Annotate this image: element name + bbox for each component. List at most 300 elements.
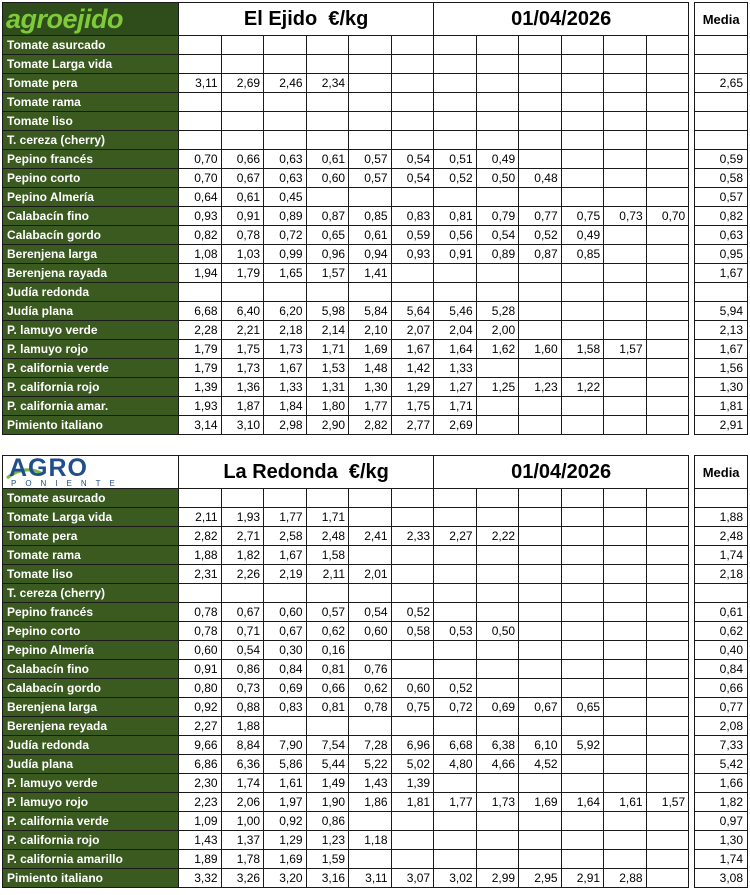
price-cell xyxy=(179,55,222,74)
price-cell xyxy=(646,489,689,508)
price-cell: 1,57 xyxy=(646,793,689,812)
price-cell xyxy=(519,679,562,698)
price-cell xyxy=(646,831,689,850)
price-cell: 2,95 xyxy=(519,869,562,888)
price-cell: 2,91 xyxy=(561,869,604,888)
market-date: 01/04/2026 xyxy=(434,3,689,36)
price-cell: 0,70 xyxy=(646,207,689,226)
product-name: Calabacín gordo xyxy=(3,226,179,245)
price-cell xyxy=(646,321,689,340)
price-cell: 2,31 xyxy=(179,565,222,584)
table-row xyxy=(3,340,748,359)
price-cell: 1,87 xyxy=(221,397,264,416)
price-cell xyxy=(604,622,647,641)
price-cell xyxy=(561,169,604,188)
price-cell: 1,49 xyxy=(306,774,349,793)
price-cell: 2,04 xyxy=(434,321,477,340)
price-cell: 6,40 xyxy=(221,302,264,321)
price-cell xyxy=(646,527,689,546)
product-name: Pepino francés xyxy=(3,603,179,622)
product-name: Tomate liso xyxy=(3,565,179,584)
header-row xyxy=(3,456,748,489)
price-cell xyxy=(391,131,434,150)
price-cell: 0,75 xyxy=(391,698,434,717)
price-cell xyxy=(476,489,519,508)
price-cell xyxy=(519,302,562,321)
price-cell xyxy=(434,188,477,207)
price-cell xyxy=(561,679,604,698)
average-cell: 2,13 xyxy=(695,321,748,340)
price-cell xyxy=(221,489,264,508)
price-cell xyxy=(646,774,689,793)
price-cell: 7,54 xyxy=(306,736,349,755)
price-cell: 1,62 xyxy=(476,340,519,359)
price-cell: 0,49 xyxy=(476,150,519,169)
price-cell xyxy=(561,565,604,584)
price-cell xyxy=(519,188,562,207)
price-cell xyxy=(519,131,562,150)
price-cell: 0,81 xyxy=(306,698,349,717)
price-cell: 0,60 xyxy=(179,641,222,660)
price-cell: 0,73 xyxy=(604,207,647,226)
price-cell: 1,33 xyxy=(434,359,477,378)
price-cell xyxy=(604,679,647,698)
price-cell xyxy=(476,283,519,302)
price-cell xyxy=(561,660,604,679)
table-row xyxy=(3,55,748,74)
product-name: Calabacín fino xyxy=(3,660,179,679)
price-cell xyxy=(646,169,689,188)
price-cell: 2,90 xyxy=(306,416,349,435)
price-cell xyxy=(519,717,562,736)
price-cell xyxy=(604,283,647,302)
price-cell xyxy=(519,546,562,565)
price-cell xyxy=(561,641,604,660)
price-cell xyxy=(179,584,222,603)
price-cell: 2,48 xyxy=(306,527,349,546)
price-cell: 0,67 xyxy=(264,622,307,641)
average-cell: 1,74 xyxy=(695,546,748,565)
price-cell: 0,52 xyxy=(391,603,434,622)
price-cell: 0,50 xyxy=(476,169,519,188)
price-cell: 1,69 xyxy=(264,850,307,869)
table-row xyxy=(3,489,748,508)
price-cell: 0,77 xyxy=(519,207,562,226)
price-cell xyxy=(264,584,307,603)
price-cell xyxy=(264,131,307,150)
average-cell: 2,91 xyxy=(695,416,748,435)
product-name: Berenjena larga xyxy=(3,698,179,717)
price-cell: 5,84 xyxy=(349,302,392,321)
price-cell xyxy=(221,55,264,74)
price-cell xyxy=(476,508,519,527)
price-cell: 2,27 xyxy=(434,527,477,546)
price-cell xyxy=(434,489,477,508)
price-cell xyxy=(476,36,519,55)
agroponiente-logo-agro: AGRO xyxy=(9,455,88,482)
product-name: P. california amarillo xyxy=(3,850,179,869)
price-cell xyxy=(349,584,392,603)
price-cell xyxy=(306,131,349,150)
price-cell xyxy=(306,717,349,736)
price-cell xyxy=(561,755,604,774)
price-cell xyxy=(264,112,307,131)
price-cell: 1,73 xyxy=(264,340,307,359)
price-cell: 0,79 xyxy=(476,207,519,226)
table-row xyxy=(3,508,748,527)
price-cell xyxy=(646,679,689,698)
price-cell: 1,30 xyxy=(349,378,392,397)
price-cell xyxy=(561,812,604,831)
product-name: Tomate rama xyxy=(3,546,179,565)
price-cell: 5,44 xyxy=(306,755,349,774)
price-cell xyxy=(476,112,519,131)
price-cell: 6,38 xyxy=(476,736,519,755)
header-row xyxy=(3,3,748,36)
table-row xyxy=(3,378,748,397)
price-cell xyxy=(561,55,604,74)
price-cell: 1,00 xyxy=(221,812,264,831)
price-cell: 0,60 xyxy=(306,169,349,188)
average-cell: 1,66 xyxy=(695,774,748,793)
price-cell: 0,70 xyxy=(179,150,222,169)
price-cell: 1,79 xyxy=(179,340,222,359)
price-cell: 0,86 xyxy=(306,812,349,831)
price-cell xyxy=(476,131,519,150)
price-cell: 5,22 xyxy=(349,755,392,774)
price-cell xyxy=(306,93,349,112)
price-cell xyxy=(604,226,647,245)
product-name: Pimiento italiano xyxy=(3,416,179,435)
price-cell xyxy=(306,36,349,55)
price-cell xyxy=(221,283,264,302)
price-cell xyxy=(434,546,477,565)
price-cell xyxy=(476,641,519,660)
price-cell: 0,63 xyxy=(264,150,307,169)
price-cell xyxy=(604,359,647,378)
price-cell xyxy=(519,397,562,416)
table-row xyxy=(3,831,748,850)
price-cell: 2,69 xyxy=(434,416,477,435)
price-cell: 2,10 xyxy=(349,321,392,340)
price-cell: 5,46 xyxy=(434,302,477,321)
price-cell: 1,22 xyxy=(561,378,604,397)
product-name: Judía plana xyxy=(3,755,179,774)
product-name: Pepino corto xyxy=(3,622,179,641)
table-row xyxy=(3,169,748,188)
price-cell: 1,08 xyxy=(179,245,222,264)
price-cell: 1,75 xyxy=(221,340,264,359)
price-cell xyxy=(604,660,647,679)
product-name: Tomate Larga vida xyxy=(3,55,179,74)
price-cell xyxy=(306,188,349,207)
table-row xyxy=(3,660,748,679)
price-cell xyxy=(306,584,349,603)
price-cell xyxy=(349,850,392,869)
price-cell: 0,66 xyxy=(306,679,349,698)
price-cell: 0,65 xyxy=(306,226,349,245)
table-row xyxy=(3,698,748,717)
price-cell xyxy=(646,283,689,302)
price-cell xyxy=(561,359,604,378)
average-cell xyxy=(695,36,748,55)
price-cell: 1,23 xyxy=(306,831,349,850)
average-cell: 0,40 xyxy=(695,641,748,660)
price-cell xyxy=(476,397,519,416)
price-cell xyxy=(604,397,647,416)
product-name: Pepino corto xyxy=(3,169,179,188)
price-cell xyxy=(391,660,434,679)
average-cell: 0,97 xyxy=(695,812,748,831)
price-cell xyxy=(604,169,647,188)
price-cell xyxy=(646,755,689,774)
price-cell: 1,69 xyxy=(349,340,392,359)
price-cell: 1,80 xyxy=(306,397,349,416)
price-cell: 1,39 xyxy=(179,378,222,397)
price-cell: 0,49 xyxy=(561,226,604,245)
price-cell xyxy=(646,188,689,207)
price-cell: 0,89 xyxy=(476,245,519,264)
price-cell: 0,48 xyxy=(519,169,562,188)
price-cell xyxy=(604,698,647,717)
price-cell: 0,54 xyxy=(221,641,264,660)
price-cell xyxy=(349,283,392,302)
price-cell xyxy=(604,755,647,774)
price-cell: 0,99 xyxy=(264,245,307,264)
price-cell xyxy=(519,112,562,131)
price-cell: 0,96 xyxy=(306,245,349,264)
table-row xyxy=(3,755,748,774)
average-cell: 0,57 xyxy=(695,188,748,207)
price-cell: 6,68 xyxy=(179,302,222,321)
price-cell xyxy=(646,397,689,416)
product-name: P. california verde xyxy=(3,812,179,831)
price-cell: 0,78 xyxy=(349,698,392,717)
price-cell: 2,46 xyxy=(264,74,307,93)
price-cell xyxy=(179,36,222,55)
price-cell xyxy=(646,850,689,869)
price-cell xyxy=(561,508,604,527)
price-cell xyxy=(519,36,562,55)
price-cell xyxy=(349,508,392,527)
price-cell: 5,02 xyxy=(391,755,434,774)
price-cell: 0,78 xyxy=(179,622,222,641)
price-cell xyxy=(604,93,647,112)
price-cell: 1,53 xyxy=(306,359,349,378)
price-cell xyxy=(391,641,434,660)
price-cell xyxy=(604,112,647,131)
average-cell: 0,63 xyxy=(695,226,748,245)
price-cell xyxy=(391,489,434,508)
price-cell: 1,69 xyxy=(519,793,562,812)
price-cell: 1,61 xyxy=(604,793,647,812)
product-name: P. lamuyo rojo xyxy=(3,340,179,359)
price-cell: 2,14 xyxy=(306,321,349,340)
price-cell: 0,66 xyxy=(221,150,264,169)
price-cell xyxy=(476,850,519,869)
price-cell: 3,11 xyxy=(349,869,392,888)
price-cell: 2,69 xyxy=(221,74,264,93)
price-cell xyxy=(434,112,477,131)
average-cell: 5,42 xyxy=(695,755,748,774)
table-row xyxy=(3,74,748,93)
price-cell: 1,71 xyxy=(306,508,349,527)
price-cell: 2,30 xyxy=(179,774,222,793)
price-cell xyxy=(604,302,647,321)
price-cell xyxy=(561,850,604,869)
price-grid xyxy=(2,2,748,435)
price-cell xyxy=(519,584,562,603)
average-cell: 0,77 xyxy=(695,698,748,717)
product-name: Calabacín gordo xyxy=(3,679,179,698)
table-row xyxy=(3,321,748,340)
price-cell xyxy=(604,150,647,169)
price-cell: 0,61 xyxy=(306,150,349,169)
price-cell: 0,61 xyxy=(349,226,392,245)
price-cell: 2,07 xyxy=(391,321,434,340)
price-cell: 5,86 xyxy=(264,755,307,774)
price-cell xyxy=(179,112,222,131)
average-cell: 2,65 xyxy=(695,74,748,93)
price-cell: 0,93 xyxy=(391,245,434,264)
table-row xyxy=(3,812,748,831)
price-cell xyxy=(349,36,392,55)
price-cell xyxy=(476,264,519,283)
price-cell xyxy=(519,55,562,74)
price-cell xyxy=(221,93,264,112)
price-cell xyxy=(604,565,647,584)
price-cell: 2,23 xyxy=(179,793,222,812)
price-cell xyxy=(561,527,604,546)
price-cell xyxy=(476,584,519,603)
product-name: Calabacín fino xyxy=(3,207,179,226)
product-name: Berenjena larga xyxy=(3,245,179,264)
price-cell xyxy=(604,55,647,74)
price-cell: 5,98 xyxy=(306,302,349,321)
price-cell xyxy=(434,283,477,302)
price-cell: 3,11 xyxy=(179,74,222,93)
table-row xyxy=(3,717,748,736)
price-cell xyxy=(391,717,434,736)
table-row xyxy=(3,112,748,131)
product-name: Pimiento italiano xyxy=(3,869,179,888)
price-cell: 2,58 xyxy=(264,527,307,546)
price-cell: 6,68 xyxy=(434,736,477,755)
price-cell xyxy=(349,55,392,74)
price-cell: 2,06 xyxy=(221,793,264,812)
price-cell: 0,83 xyxy=(264,698,307,717)
price-cell: 4,80 xyxy=(434,755,477,774)
price-cell xyxy=(604,321,647,340)
average-cell: 1,88 xyxy=(695,508,748,527)
price-cell xyxy=(434,812,477,831)
price-cell: 0,54 xyxy=(349,603,392,622)
price-cell xyxy=(391,831,434,850)
table-row xyxy=(3,527,748,546)
product-name: P. lamuyo verde xyxy=(3,321,179,340)
media-header: Media xyxy=(695,3,748,36)
price-cell xyxy=(604,264,647,283)
price-cell xyxy=(476,774,519,793)
agroejido-logo: agroejido xyxy=(6,4,124,34)
price-cell: 3,32 xyxy=(179,869,222,888)
table-row xyxy=(3,131,748,150)
price-cell: 1,25 xyxy=(476,378,519,397)
price-cell xyxy=(391,508,434,527)
price-cell xyxy=(349,812,392,831)
price-cell: 0,93 xyxy=(179,207,222,226)
product-name: T. cereza (cherry) xyxy=(3,584,179,603)
price-cell xyxy=(519,508,562,527)
logo-cell xyxy=(3,456,179,489)
product-name: Judía redonda xyxy=(3,283,179,302)
price-cell: 6,86 xyxy=(179,755,222,774)
price-cell: 2,21 xyxy=(221,321,264,340)
price-cell: 6,10 xyxy=(519,736,562,755)
price-cell: 1,37 xyxy=(221,831,264,850)
price-cell: 5,28 xyxy=(476,302,519,321)
price-cell: 0,45 xyxy=(264,188,307,207)
product-name: P. lamuyo rojo xyxy=(3,793,179,812)
price-cell xyxy=(391,93,434,112)
price-cell xyxy=(561,717,604,736)
average-cell: 0,84 xyxy=(695,660,748,679)
price-cell xyxy=(561,416,604,435)
price-cell xyxy=(519,74,562,93)
market-name: El Ejido €/kg xyxy=(179,3,434,36)
price-cell: 1,88 xyxy=(179,546,222,565)
price-cell: 2,82 xyxy=(349,416,392,435)
price-cell: 0,85 xyxy=(349,207,392,226)
price-cell: 0,54 xyxy=(476,226,519,245)
price-cell: 1,61 xyxy=(264,774,307,793)
price-cell xyxy=(646,150,689,169)
average-cell xyxy=(695,584,748,603)
price-cell: 0,81 xyxy=(306,660,349,679)
price-cell: 2,34 xyxy=(306,74,349,93)
price-cell: 0,89 xyxy=(264,207,307,226)
table-row xyxy=(3,679,748,698)
price-cell xyxy=(306,489,349,508)
average-cell: 2,08 xyxy=(695,717,748,736)
price-cell xyxy=(646,340,689,359)
price-cell xyxy=(604,74,647,93)
price-cell: 1,58 xyxy=(561,340,604,359)
table-row xyxy=(3,302,748,321)
price-cell: 0,53 xyxy=(434,622,477,641)
price-cell: 0,86 xyxy=(221,660,264,679)
price-cell xyxy=(646,622,689,641)
table-row xyxy=(3,603,748,622)
price-cell xyxy=(476,679,519,698)
market-name: La Redonda €/kg xyxy=(179,456,434,489)
price-cell: 0,62 xyxy=(349,679,392,698)
price-cell: 2,98 xyxy=(264,416,307,435)
price-cell: 1,94 xyxy=(179,264,222,283)
price-cell: 1,60 xyxy=(519,340,562,359)
price-cell: 1,09 xyxy=(179,812,222,831)
table-row xyxy=(3,565,748,584)
price-cell: 0,52 xyxy=(519,226,562,245)
price-cell xyxy=(561,774,604,793)
price-cell xyxy=(349,112,392,131)
price-cell: 6,96 xyxy=(391,736,434,755)
price-cell xyxy=(391,584,434,603)
price-cell: 0,84 xyxy=(264,660,307,679)
price-cell: 1,64 xyxy=(561,793,604,812)
price-cell xyxy=(434,131,477,150)
price-cell xyxy=(519,527,562,546)
